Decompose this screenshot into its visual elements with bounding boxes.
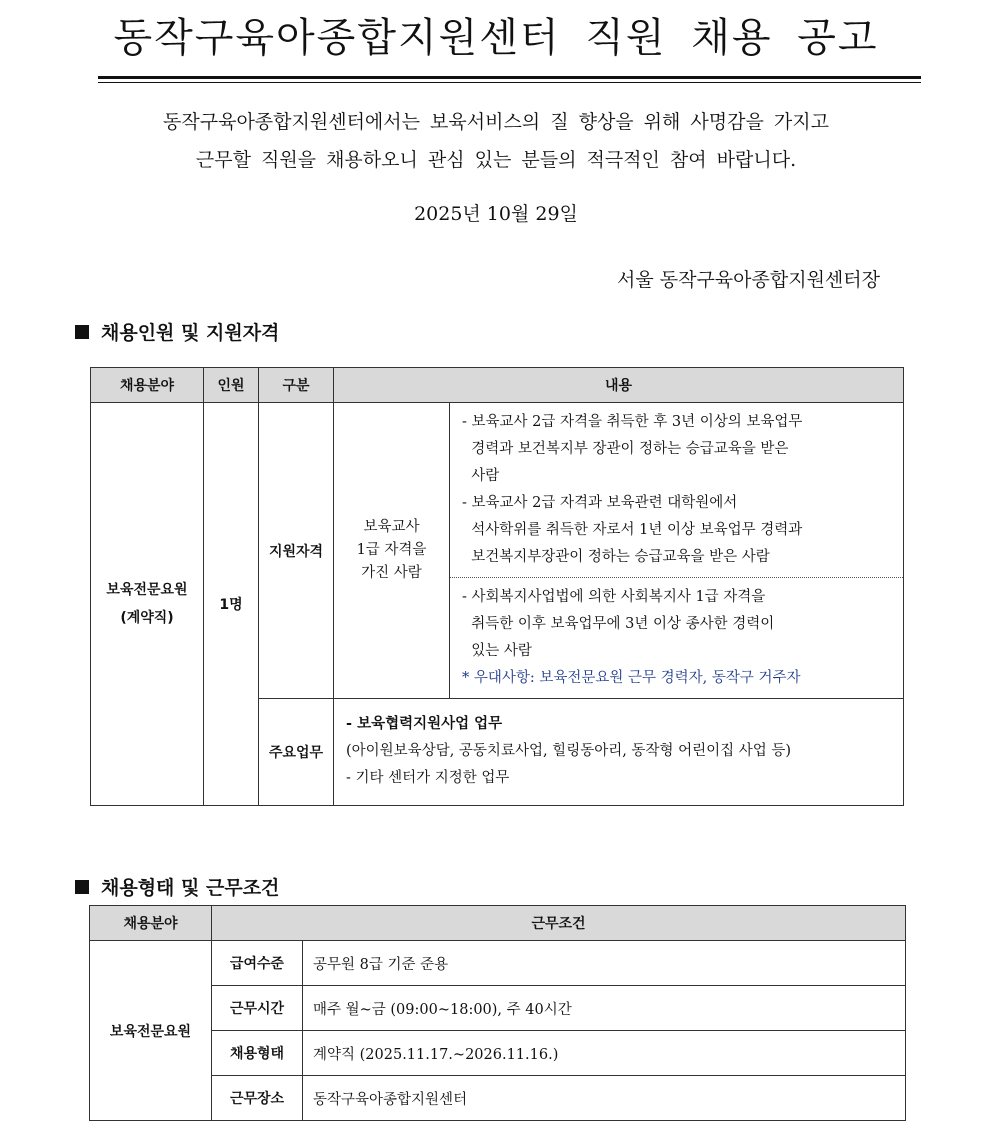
condition-label: 채용형태 (212, 1031, 303, 1076)
condition-value: 공무원 8급 기준 준용 (303, 941, 906, 986)
condition-value: 동작구육아종합지원센터 (303, 1076, 906, 1121)
count-cell: 1명 (204, 403, 259, 806)
condition-value: 계약직 (2025.11.17.~2026.11.16.) (303, 1031, 906, 1076)
duty-label: 주요업무 (259, 699, 334, 806)
header-count: 인원 (204, 368, 259, 403)
square-bullet-icon (75, 325, 89, 339)
duty-other: - 기타 센터가 지정한 업무 (346, 770, 510, 786)
qual-line: 보건복지부장관이 정하는 승급교육을 받은 사람 (462, 549, 770, 565)
intro-paragraph (60, 103, 932, 179)
header-category: 구분 (259, 368, 334, 403)
field-cell (91, 403, 204, 806)
table-header-row (91, 368, 904, 403)
section-heading-text: 채용인원 및 지원자격 (101, 322, 280, 344)
header-conditions: 근무조건 (212, 906, 906, 941)
qualification-detail-b (450, 578, 904, 699)
table-row (90, 1076, 906, 1121)
qualification-label: 지원자격 (259, 403, 334, 699)
qualification-summary (334, 403, 450, 699)
duty-detail (334, 699, 904, 806)
qual-line: - 보육교사 2급 자격과 보육관련 대학원에서 (462, 495, 738, 511)
field-cell: 보육전문요원 (90, 941, 212, 1121)
qual-line: 취득한 이후 보육업무에 3년 이상 종사한 경력이 (462, 616, 775, 632)
page-title: 동작구육아종합지원센터 직원 채용 공고 (113, 15, 879, 61)
table-header-row (90, 906, 906, 941)
title-underline-thin (98, 82, 921, 83)
section-heading-text: 채용형태 및 근무조건 (101, 877, 280, 899)
qual-sub-line: 보육교사 (363, 519, 420, 535)
intro-line-1: 동작구육아종합지원센터에서는 보육서비스의 질 향상을 위해 사명감을 가지고 (163, 111, 829, 133)
square-bullet-icon (75, 880, 89, 894)
intro-line-2: 근무할 직원을 채용하오니 관심 있는 분들의 적극적인 참여 바랍니다. (195, 149, 797, 171)
table-row (91, 403, 904, 578)
qual-line: 있는 사람 (462, 643, 532, 659)
header-field: 채용분야 (91, 368, 204, 403)
announcement-date: 2025년 10월 29일 (414, 203, 578, 225)
duty-main: - 보육협력지원사업 업무 (346, 716, 503, 732)
qual-line: 석사학위를 취득한 자로서 1년 이상 보육업무 경력과 (462, 522, 803, 538)
header-content: 내용 (334, 368, 904, 403)
qual-line: 경력과 보건복지부 장관이 정하는 승급교육을 받은 (462, 441, 789, 457)
table-row (90, 1031, 906, 1076)
table-row (90, 941, 906, 986)
recruitment-table (90, 367, 904, 806)
conditions-table (89, 905, 906, 1121)
table-row (90, 986, 906, 1031)
qual-sub-line: 1급 자격을 (356, 542, 427, 558)
header-field: 채용분야 (90, 906, 212, 941)
condition-label: 급여수준 (212, 941, 303, 986)
field-type: (계약직) (120, 610, 174, 626)
qual-line: - 보육교사 2급 자격을 취득한 후 3년 이상의 보육업무 (462, 414, 803, 430)
condition-label: 근무시간 (212, 986, 303, 1031)
qual-sub-line: 가진 사람 (361, 565, 422, 581)
qual-line: 사람 (462, 468, 500, 484)
title-underline-thick (98, 76, 921, 79)
condition-value: 매주 월~금 (09:00~18:00), 주 40시간 (303, 986, 906, 1031)
section-heading-conditions (75, 873, 279, 900)
field-name: 보육전문요원 (106, 582, 188, 598)
signer: 서울 동작구육아종합지원센터장 (617, 269, 880, 291)
qual-line: - 사회복지사업법에 의한 사회복지사 1급 자격을 (462, 589, 766, 605)
preference-note: * 우대사항: 보육전문요원 근무 경력자, 동작구 거주자 (462, 670, 801, 686)
duty-sub: (아이원보육상담, 공동치료사업, 힐링동아리, 동작형 어린이집 사업 등) (346, 743, 791, 759)
qualification-detail-a (450, 403, 904, 578)
section-heading-recruitment (75, 318, 279, 345)
condition-label: 근무장소 (212, 1076, 303, 1121)
